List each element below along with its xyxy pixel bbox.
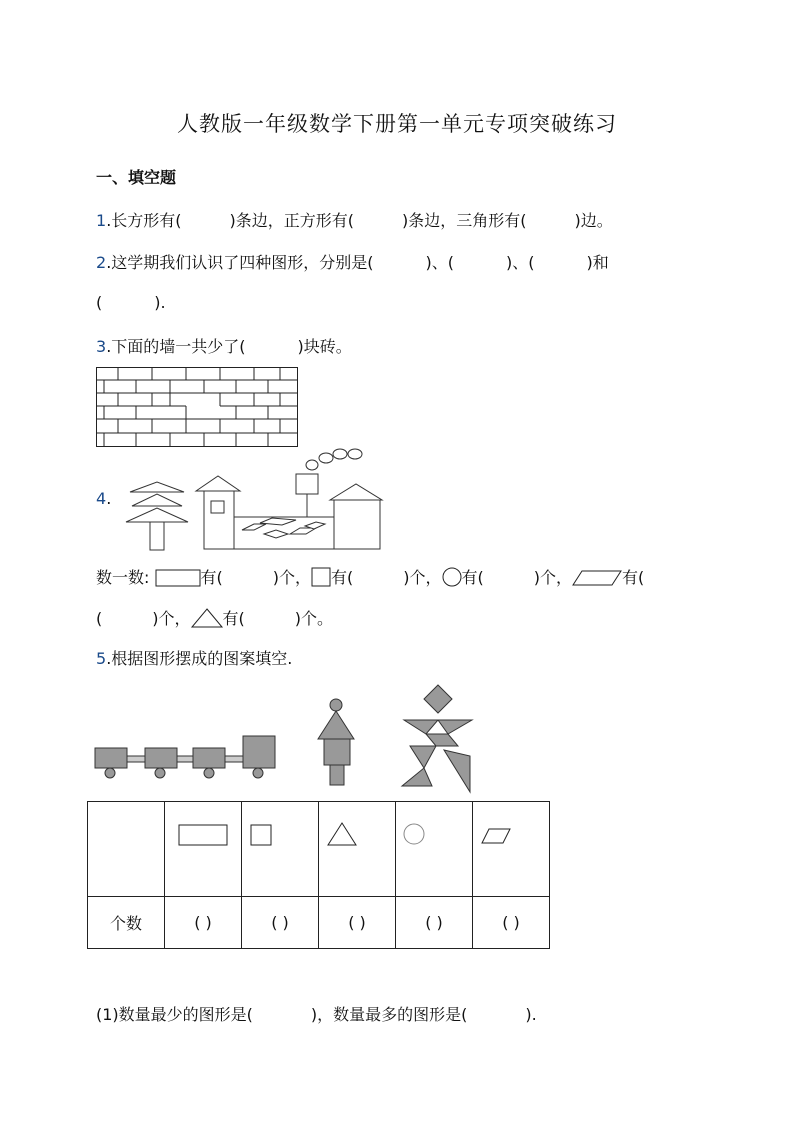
q2-text-c: )、( xyxy=(506,253,535,272)
table-header-circle xyxy=(396,802,473,897)
q1-text-b: )条边，正方形有( xyxy=(229,211,355,230)
ge-text: )个， xyxy=(152,609,191,628)
sub1-text-c: ). xyxy=(525,1005,537,1024)
triangle-icon xyxy=(191,608,223,628)
ge-end-text: )个。 xyxy=(294,609,333,628)
table-header-square xyxy=(242,802,319,897)
sub-question-1 xyxy=(96,1002,537,1025)
table-header-parallelogram xyxy=(473,802,550,897)
circle-icon xyxy=(442,567,462,587)
question-number: 1 xyxy=(96,211,107,230)
q2-text-a: .这学期我们认识了四种图形，分别是( xyxy=(106,253,374,272)
open-paren: ( xyxy=(96,609,103,628)
parallelogram-icon xyxy=(572,570,622,586)
question-number: 2 xyxy=(96,253,107,272)
triangle-icon xyxy=(327,822,357,846)
q2-text-b: )、( xyxy=(425,253,455,272)
question-4-count xyxy=(96,563,644,588)
tangram-person-figure xyxy=(398,684,474,794)
table-header-triangle xyxy=(319,802,396,897)
q2-text-f: ). xyxy=(154,293,166,312)
shape-scene-figure xyxy=(120,446,390,554)
table-blank-cell[interactable]: ( ) xyxy=(396,897,473,949)
sub1-text-b: )，数量最多的图形是( xyxy=(310,1005,468,1024)
have-text: 有( xyxy=(331,568,354,587)
question-2-cont xyxy=(96,293,166,312)
question-4-label xyxy=(96,489,111,508)
table-blank-cell[interactable]: ( ) xyxy=(473,897,550,949)
ge-text: )个， xyxy=(403,568,442,587)
tower-figure xyxy=(316,697,358,787)
page-title: 人教版一年级数学下册第一单元专项突破练习 xyxy=(177,112,617,136)
have-text: 有( xyxy=(222,609,245,628)
have-text: 有( xyxy=(461,568,484,587)
question-number: 3 xyxy=(96,337,107,356)
q3-text-a: .下面的墙一共少了( xyxy=(106,337,246,356)
count-label: 数一数: xyxy=(96,568,150,587)
q2-text-e: ( xyxy=(96,293,103,312)
question-2 xyxy=(96,250,609,273)
section-heading: 一、填空题 xyxy=(96,168,177,187)
question-number: 4 xyxy=(96,489,107,508)
q4-dot: . xyxy=(106,489,112,508)
square-icon xyxy=(311,567,331,587)
q1-text-a: .长方形有( xyxy=(106,211,182,230)
question-5 xyxy=(96,646,292,669)
table-blank-cell[interactable]: ( ) xyxy=(165,897,242,949)
have-text: 有( xyxy=(622,568,645,587)
table-corner-cell xyxy=(88,802,165,897)
q1-text-d: )边。 xyxy=(574,211,613,230)
q3-text-b: )块砖。 xyxy=(297,337,352,356)
table-blank-cell[interactable]: ( ) xyxy=(319,897,396,949)
q1-text-c: )条边，三角形有( xyxy=(402,211,527,230)
parallelogram-icon xyxy=(481,828,511,844)
table-blank-cell[interactable]: ( ) xyxy=(242,897,319,949)
sub1-text-a: (1)数量最少的图形是( xyxy=(96,1005,253,1024)
brick-wall-figure xyxy=(96,367,298,447)
question-number: 5 xyxy=(96,649,107,668)
table-row-label: 个数 xyxy=(88,897,165,949)
rectangle-icon xyxy=(155,569,201,587)
question-4-count-cont xyxy=(96,604,333,629)
train-figure xyxy=(93,732,279,782)
circle-icon xyxy=(402,822,426,846)
q2-text-d: )和 xyxy=(586,253,609,272)
square-icon xyxy=(250,824,272,846)
question-1 xyxy=(96,208,613,231)
rectangle-icon xyxy=(178,824,228,846)
q5-text: .根据图形摆成的图案填空. xyxy=(106,649,293,668)
ge-text: )个， xyxy=(272,568,311,587)
table-header-rectangle xyxy=(165,802,242,897)
question-3 xyxy=(96,334,352,357)
shape-count-table xyxy=(87,801,550,949)
have-text: 有( xyxy=(200,568,223,587)
ge-text: )个， xyxy=(533,568,572,587)
